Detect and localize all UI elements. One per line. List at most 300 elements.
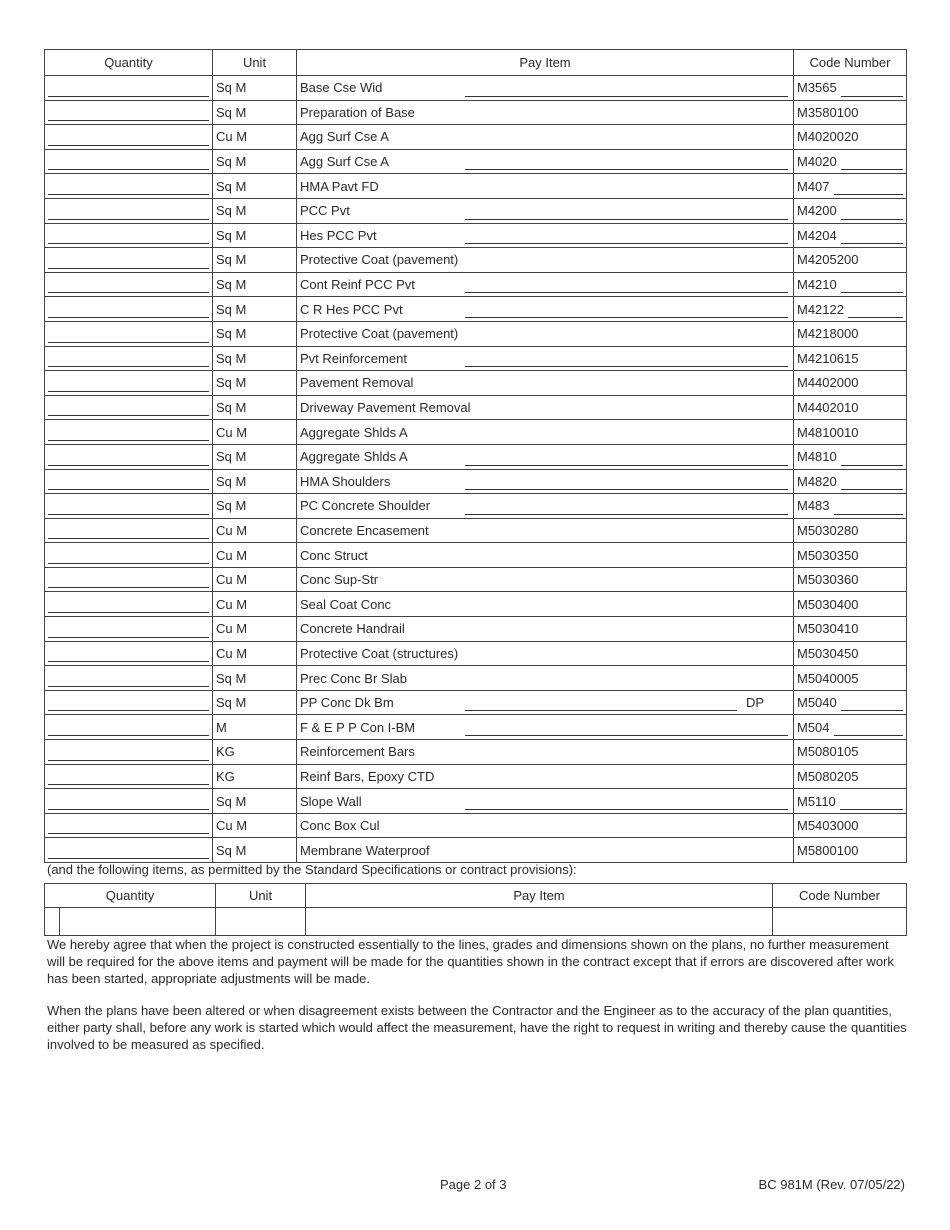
pay-item-label: PP Conc Dk Bm	[300, 695, 394, 711]
code-number-cell	[794, 223, 907, 248]
quantity-cell	[45, 518, 213, 543]
quantity-input[interactable]	[48, 496, 209, 514]
pay-item-label: Aggregate Shlds A	[300, 449, 408, 465]
code-suffix-fill-line[interactable]	[841, 219, 903, 220]
table-header-row	[45, 50, 907, 76]
pay-item-cell	[297, 789, 794, 814]
pay-item-cell	[297, 125, 794, 150]
pay-item-cell	[297, 346, 794, 371]
quantity-underline	[48, 194, 209, 195]
table-row	[45, 371, 907, 396]
quantity-cell	[45, 469, 213, 494]
code-number-label: M3580100	[797, 104, 859, 120]
table-row	[45, 518, 907, 543]
quantity-cell	[45, 444, 213, 469]
quantity-input[interactable]	[48, 594, 209, 612]
quantity-input[interactable]	[48, 447, 209, 465]
quantity-input[interactable]	[48, 545, 209, 563]
pay-item-cell	[297, 198, 794, 223]
unit-cell: Sq M	[213, 469, 297, 494]
unit-cell: Cu M	[213, 592, 297, 617]
code-number-cell	[794, 420, 907, 445]
quantity-underline	[48, 292, 209, 293]
code-number-label: M5030450	[797, 645, 859, 661]
code-number-cell	[794, 690, 907, 715]
pay-item-cell	[297, 518, 794, 543]
quantity-underline	[48, 760, 209, 761]
code-number-cell	[794, 740, 907, 765]
quantity-input[interactable]	[48, 767, 209, 785]
code-number-label: M5030360	[797, 572, 859, 588]
quantity-underline	[48, 440, 209, 441]
unit-cell: Sq M	[213, 321, 297, 346]
pay-item-label: Concrete Handrail	[300, 621, 405, 637]
table-row	[45, 740, 907, 765]
pay-item-cell	[297, 715, 794, 740]
unit-cell: Sq M	[213, 174, 297, 199]
quantity-cell	[45, 789, 213, 814]
quantity-input[interactable]	[48, 570, 209, 588]
unit-cell: Sq M	[213, 272, 297, 297]
code-suffix-fill-line[interactable]	[841, 489, 903, 490]
table-row	[45, 223, 907, 248]
pay-item-fill-line[interactable]	[465, 514, 788, 515]
quantity-input[interactable]	[48, 324, 209, 342]
quantity-input[interactable]	[48, 299, 209, 317]
pay-item-label: Concrete Encasement	[300, 522, 429, 538]
additional-entry-row	[45, 908, 907, 936]
page-number: Page 2 of 3	[440, 1177, 507, 1192]
pay-item-label: Base Cse Wid	[300, 80, 383, 96]
pay-item-fill-line[interactable]	[465, 735, 788, 736]
table-row	[45, 813, 907, 838]
quantity-input[interactable]	[48, 693, 209, 711]
table-body	[45, 76, 907, 863]
additional-unit-field[interactable]	[216, 908, 306, 936]
quantity-underline	[48, 219, 209, 220]
quantity-underline	[48, 145, 209, 146]
table-row	[45, 444, 907, 469]
quantity-cell	[45, 76, 213, 101]
quantity-underline	[48, 169, 209, 170]
quantity-input[interactable]	[48, 742, 209, 760]
quantity-underline	[48, 612, 209, 613]
unit-cell: Sq M	[213, 198, 297, 223]
header-pay-item: Pay Item	[297, 50, 794, 76]
code-number-cell	[794, 346, 907, 371]
agreement-paragraph: We hereby agree that when the project is constructed essentially to the lines, grades and dimensions shown on the plans, no further measurement will be required for the above items and payment will be made for the quantities shown in the contract except that if errors are discovered after work has been started, appropriate adjustments will be made.	[47, 937, 894, 986]
unit-cell: Sq M	[213, 248, 297, 273]
pay-item-label: PC Concrete Shoulder	[300, 498, 431, 514]
code-number-cell	[794, 789, 907, 814]
code-number-label: M5030400	[797, 596, 859, 612]
code-suffix-fill-line[interactable]	[841, 710, 903, 711]
quantity-cell	[45, 567, 213, 592]
pay-item-cell	[297, 494, 794, 519]
quantity-underline	[48, 587, 209, 588]
code-suffix-fill-line[interactable]	[834, 194, 903, 195]
pay-item-cell	[297, 543, 794, 568]
pay-item-cell	[297, 444, 794, 469]
additional-quantity-field[interactable]	[45, 908, 216, 936]
table-row	[45, 666, 907, 691]
code-suffix-fill-line[interactable]	[841, 292, 903, 293]
quantity-cell	[45, 223, 213, 248]
pay-item-cell	[297, 174, 794, 199]
unit-cell: KG	[213, 764, 297, 789]
table-row	[45, 838, 907, 863]
unit-cell: Sq M	[213, 223, 297, 248]
table-row	[45, 617, 907, 642]
code-suffix-fill-line[interactable]	[841, 465, 903, 466]
pay-item-cell	[297, 641, 794, 666]
code-number-label: M4210615	[797, 350, 859, 366]
code-number-cell	[794, 395, 907, 420]
quantity-input[interactable]	[48, 816, 209, 834]
pay-items-table	[44, 49, 907, 863]
additional-header-quantity: Quantity	[45, 884, 216, 908]
pay-item-label: F & E P P Con I-BM	[300, 719, 416, 735]
table-row	[45, 420, 907, 445]
code-number-label: M4810010	[797, 424, 859, 440]
pay-item-label: Protective Coat (pavement)	[300, 252, 459, 268]
table-row	[45, 198, 907, 223]
pay-item-label: Protective Coat (structures)	[300, 645, 459, 661]
unit-cell: Sq M	[213, 149, 297, 174]
code-number-cell	[794, 518, 907, 543]
pay-item-label: Agg Surf Cse A	[300, 154, 389, 170]
unit-cell: Cu M	[213, 420, 297, 445]
pay-item-cell	[297, 617, 794, 642]
unit-cell: Sq M	[213, 100, 297, 125]
quantity-input[interactable]	[48, 791, 209, 809]
additional-items-table	[44, 883, 907, 936]
pay-item-label: Pvt Reinforcement	[300, 350, 407, 366]
quantity-input[interactable]	[48, 521, 209, 539]
code-number-cell	[794, 813, 907, 838]
code-number-label: M407	[797, 178, 830, 194]
unit-cell: Cu M	[213, 617, 297, 642]
code-number-label: M42122	[797, 301, 844, 317]
pay-item-fill-line[interactable]	[465, 710, 737, 711]
code-number-cell	[794, 469, 907, 494]
quantity-input[interactable]	[48, 226, 209, 244]
quantity-underline	[48, 268, 209, 269]
unit-cell: Sq M	[213, 838, 297, 863]
quantity-cell	[45, 592, 213, 617]
code-number-cell	[794, 715, 907, 740]
pay-item-label: Conc Struct	[300, 547, 368, 563]
pay-item-cell	[297, 813, 794, 838]
unit-cell: Cu M	[213, 518, 297, 543]
pay-item-label: HMA Pavt FD	[300, 178, 379, 194]
pay-item-label: Hes PCC Pvt	[300, 227, 377, 243]
quantity-underline	[48, 833, 209, 834]
pay-item-fill-line[interactable]	[465, 243, 788, 244]
code-number-cell	[794, 567, 907, 592]
unit-cell: Sq M	[213, 297, 297, 322]
quantity-cell	[45, 666, 213, 691]
quantity-input[interactable]	[48, 176, 209, 194]
unit-cell: Cu M	[213, 567, 297, 592]
code-suffix-fill-line[interactable]	[841, 243, 903, 244]
pay-item-cell	[297, 395, 794, 420]
pay-item-fill-line[interactable]	[465, 489, 788, 490]
table-row	[45, 346, 907, 371]
code-suffix-fill-line[interactable]	[834, 735, 903, 736]
quantity-input[interactable]	[48, 472, 209, 490]
table-row	[45, 248, 907, 273]
quantity-cell	[45, 838, 213, 863]
quantity-cell	[45, 543, 213, 568]
table-row	[45, 100, 907, 125]
pay-item-label: Membrane Waterproof	[300, 842, 430, 858]
quantity-cell	[45, 690, 213, 715]
pay-item-label: C R Hes PCC Pvt	[300, 301, 403, 317]
table-row	[45, 395, 907, 420]
quantity-cell	[45, 617, 213, 642]
additional-header-pay-item: Pay Item	[306, 884, 773, 908]
code-number-cell	[794, 198, 907, 223]
unit-cell: Sq M	[213, 789, 297, 814]
code-number-label: M5040	[797, 695, 837, 711]
quantity-underline	[48, 538, 209, 539]
header-code-number: Code Number	[794, 50, 907, 76]
pay-item-fill-line[interactable]	[465, 809, 788, 810]
quantity-underline	[48, 809, 209, 810]
quantity-input[interactable]	[48, 717, 209, 735]
additional-pay-item-field[interactable]	[306, 908, 773, 936]
pay-item-label: Preparation of Base	[300, 104, 415, 120]
pay-item-label: Slope Wall	[300, 793, 362, 809]
pay-item-label: Seal Coat Conc	[300, 596, 392, 612]
code-suffix-fill-line[interactable]	[841, 96, 903, 97]
unit-cell: KG	[213, 740, 297, 765]
table-row	[45, 297, 907, 322]
form-identifier: BC 981M (Rev. 07/05/22)	[758, 1177, 905, 1192]
code-suffix-fill-line[interactable]	[841, 169, 903, 170]
code-number-label: M5030280	[797, 522, 859, 538]
quantity-input[interactable]	[48, 373, 209, 391]
pay-item-cell	[297, 272, 794, 297]
table-row	[45, 174, 907, 199]
code-number-cell	[794, 76, 907, 101]
pay-item-fill-line[interactable]	[465, 465, 788, 466]
code-number-cell	[794, 764, 907, 789]
pay-item-cell	[297, 248, 794, 273]
table-row	[45, 543, 907, 568]
pay-item-suffix: DP	[746, 694, 765, 710]
header-unit: Unit	[213, 50, 297, 76]
quantity-cell	[45, 321, 213, 346]
code-suffix-fill-line[interactable]	[840, 809, 903, 810]
quantity-underline	[48, 96, 209, 97]
table-row	[45, 690, 907, 715]
code-number-label: M5030410	[797, 621, 859, 637]
code-number-label: M483	[797, 498, 830, 514]
code-number-label: M5080105	[797, 744, 859, 760]
table-row	[45, 149, 907, 174]
table-row	[45, 469, 907, 494]
code-number-cell	[794, 494, 907, 519]
quantity-cell	[45, 641, 213, 666]
table-row	[45, 272, 907, 297]
pay-item-cell	[297, 371, 794, 396]
table-row	[45, 641, 907, 666]
disagreement-paragraph: When the plans have been altered or when disagreement exists between the Contractor and the Engineer as to the accuracy of the plan quantities, either party shall, before any work is started which would affect the measurement, have the right to request in writing and thereby cause the quantities involved to be measured as specified.	[47, 1003, 907, 1052]
code-number-label: M4402000	[797, 375, 859, 391]
quantity-cell	[45, 198, 213, 223]
code-number-cell	[794, 617, 907, 642]
code-number-label: M4402010	[797, 400, 859, 416]
pay-item-fill-line[interactable]	[465, 292, 788, 293]
code-number-cell	[794, 592, 907, 617]
pay-item-cell	[297, 297, 794, 322]
quantity-input[interactable]	[48, 398, 209, 416]
quantity-input[interactable]	[48, 644, 209, 662]
code-suffix-fill-line[interactable]	[848, 317, 903, 318]
code-number-label: M4205200	[797, 252, 859, 268]
code-number-label: M4218000	[797, 326, 859, 342]
pay-item-cell	[297, 76, 794, 101]
unit-cell: Sq M	[213, 690, 297, 715]
quantity-input[interactable]	[48, 619, 209, 637]
quantity-input[interactable]	[48, 127, 209, 145]
quantity-input[interactable]	[48, 250, 209, 268]
quantity-input[interactable]	[48, 422, 209, 440]
quantity-underline	[48, 686, 209, 687]
table-row	[45, 592, 907, 617]
additional-header-row	[45, 884, 907, 908]
code-number-cell	[794, 543, 907, 568]
unit-cell: M	[213, 715, 297, 740]
quantity-input[interactable]	[48, 78, 209, 96]
quantity-cell	[45, 174, 213, 199]
header-quantity: Quantity	[45, 50, 213, 76]
quantity-cell	[45, 715, 213, 740]
code-number-cell	[794, 838, 907, 863]
code-number-cell	[794, 125, 907, 150]
quantity-input[interactable]	[48, 201, 209, 219]
quantity-underline	[48, 858, 209, 859]
pay-item-label: Driveway Pavement Removal	[300, 400, 471, 416]
table-row	[45, 764, 907, 789]
quantity-underline	[48, 366, 209, 367]
unit-cell: Sq M	[213, 346, 297, 371]
quantity-underline	[48, 317, 209, 318]
code-number-label: M4820	[797, 473, 837, 489]
unit-cell: Sq M	[213, 666, 297, 691]
pay-item-label: Aggregate Shlds A	[300, 424, 408, 440]
code-number-label: M5040005	[797, 670, 859, 686]
code-number-label: M3565	[797, 80, 837, 96]
pay-item-cell	[297, 149, 794, 174]
pay-item-cell	[297, 740, 794, 765]
table-row	[45, 494, 907, 519]
code-number-label: M5080205	[797, 768, 859, 784]
code-number-cell	[794, 641, 907, 666]
pay-item-fill-line[interactable]	[465, 219, 788, 220]
quantity-input[interactable]	[48, 349, 209, 367]
pay-item-label: Pavement Removal	[300, 375, 414, 391]
code-suffix-fill-line[interactable]	[834, 514, 903, 515]
pay-item-cell	[297, 666, 794, 691]
quantity-input[interactable]	[48, 668, 209, 686]
code-number-cell	[794, 666, 907, 691]
pay-item-cell	[297, 690, 794, 715]
pay-item-cell	[297, 223, 794, 248]
quantity-underline	[48, 465, 209, 466]
quantity-cell	[45, 346, 213, 371]
pay-item-cell	[297, 420, 794, 445]
table-row	[45, 125, 907, 150]
cell-divider	[59, 908, 60, 935]
code-number-cell	[794, 297, 907, 322]
table-row	[45, 321, 907, 346]
pay-item-label: Prec Conc Br Slab	[300, 670, 407, 686]
quantity-cell	[45, 248, 213, 273]
additional-code-field[interactable]	[773, 908, 907, 936]
code-number-label: M4020020	[797, 129, 859, 145]
quantity-cell	[45, 494, 213, 519]
quantity-input[interactable]	[48, 275, 209, 293]
quantity-underline	[48, 735, 209, 736]
quantity-input[interactable]	[48, 152, 209, 170]
code-number-cell	[794, 174, 907, 199]
pay-item-fill-line[interactable]	[465, 169, 788, 170]
pay-item-cell	[297, 100, 794, 125]
unit-cell: Sq M	[213, 395, 297, 420]
unit-cell: Sq M	[213, 444, 297, 469]
code-number-label: M5800100	[797, 842, 859, 858]
code-number-label: M4204	[797, 227, 837, 243]
table-row	[45, 567, 907, 592]
code-number-cell	[794, 272, 907, 297]
quantity-underline	[48, 637, 209, 638]
quantity-underline	[48, 120, 209, 121]
quantity-cell	[45, 420, 213, 445]
code-number-label: M504	[797, 719, 830, 735]
additional-header-code-number: Code Number	[773, 884, 907, 908]
quantity-cell	[45, 272, 213, 297]
quantity-underline	[48, 415, 209, 416]
unit-cell: Sq M	[213, 76, 297, 101]
quantity-underline	[48, 342, 209, 343]
quantity-cell	[45, 297, 213, 322]
quantity-input[interactable]	[48, 840, 209, 858]
unit-cell: Cu M	[213, 641, 297, 666]
code-number-label: M5030350	[797, 547, 859, 563]
quantity-input[interactable]	[48, 103, 209, 121]
pay-item-label: Reinforcement Bars	[300, 744, 415, 760]
pay-item-cell	[297, 567, 794, 592]
pay-item-cell	[297, 838, 794, 863]
code-number-cell	[794, 100, 907, 125]
code-number-label: M4810	[797, 449, 837, 465]
quantity-underline	[48, 661, 209, 662]
code-number-label: M5403000	[797, 818, 859, 834]
pay-item-fill-line[interactable]	[465, 366, 788, 367]
unit-cell: Cu M	[213, 125, 297, 150]
quantity-underline	[48, 489, 209, 490]
pay-item-fill-line[interactable]	[465, 96, 788, 97]
pay-item-cell	[297, 469, 794, 494]
code-number-cell	[794, 248, 907, 273]
pay-item-fill-line[interactable]	[465, 317, 788, 318]
quantity-cell	[45, 100, 213, 125]
quantity-underline	[48, 243, 209, 244]
quantity-cell	[45, 149, 213, 174]
